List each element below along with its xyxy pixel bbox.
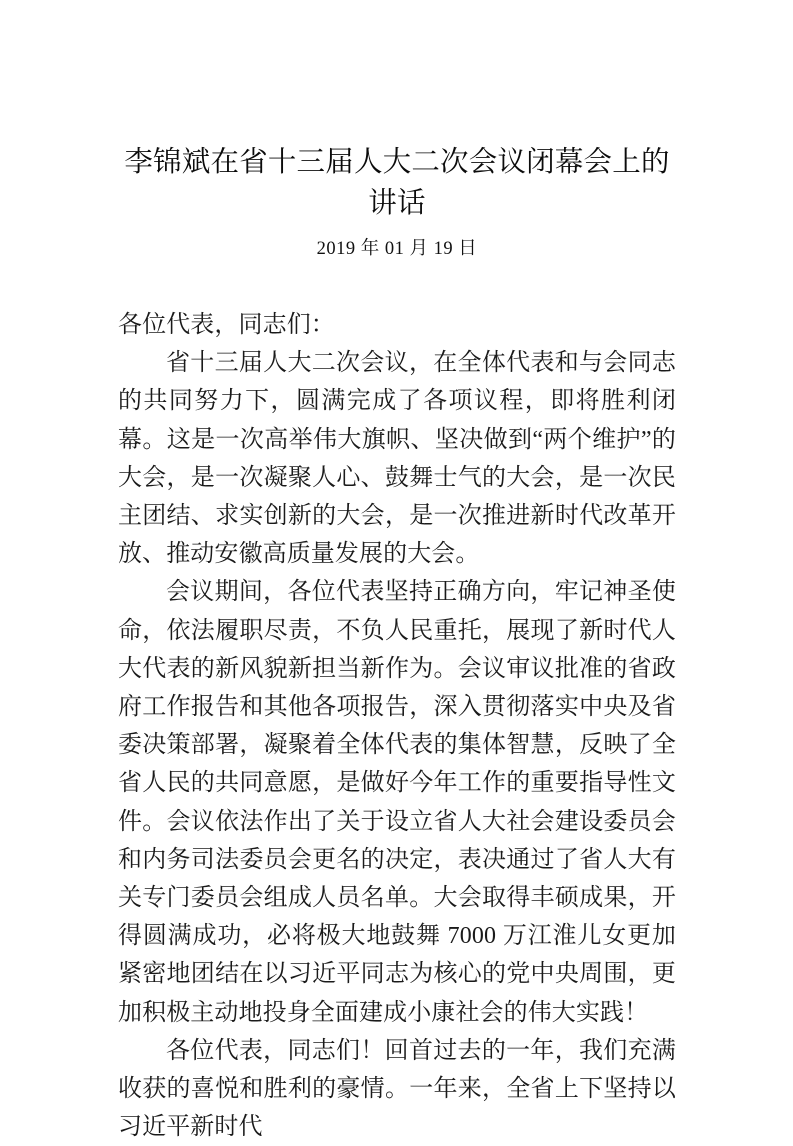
paragraph-3: 各位代表，同志们！回首过去的一年，我们充满收获的喜悦和胜利的豪情。一年来，全省上下坚持以习近平新时代 bbox=[118, 1037, 676, 1141]
document-content-column bbox=[118, 0, 676, 1146]
document-body bbox=[118, 262, 676, 1146]
document-title: 李锦斌在省十三届人大二次会议闭幕会上的讲话 bbox=[124, 147, 670, 219]
paragraph-salutation: 各位代表，同志们： bbox=[118, 312, 335, 338]
paragraph-2: 会议期间，各位代表坚持正确方向，牢记神圣使命，依法履职尽责，不负人民重托，展现了新时代人大代表的新风貌新担当新作为。会议审议批准的省政府工作报告和其他各项报告，深入贯彻落实中央及省委决策部署，凝聚着全体代表的集体智慧，反映了全省人民的共同意愿，是做好今年工作的重要指导性文件。会议依法作出了关于设立省人大社会建设委员会和内务司法委员会更名的决定，表决通过了省人大有关专门委员会组成人员名单。大会取得丰硕成果，开得圆满成功，必将极大地鼓舞 7000 万江淮儿女更加紧密地团结在以习近平同志为核心的党中央周围，更加积极主动地投身全面建成小康社会的伟大实践！ bbox=[118, 579, 676, 1026]
document-date: 2019 年 01 月 19 日 bbox=[316, 239, 478, 259]
paragraph-1: 省十三届人大二次会议，在全体代表和与会同志的共同努力下，圆满完成了各项议程，即将胜利闭幕。这是一次高举伟大旗帜、坚决做到“两个维护”的大会，是一次凝聚人心、鼓舞士气的大会，是一次民主团结、求实创新的大会，是一次推进新时代改革开放、推动安徽高质量发展的大会。 bbox=[118, 350, 676, 568]
